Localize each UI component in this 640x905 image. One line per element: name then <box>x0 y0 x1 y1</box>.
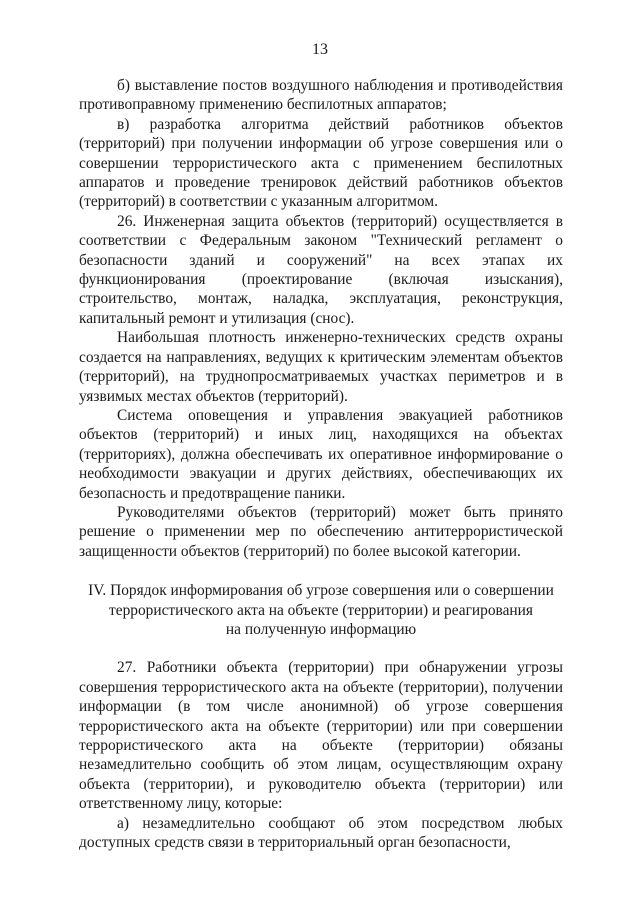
page-number: 13 <box>312 41 328 58</box>
section-heading <box>79 581 563 639</box>
section-heading-line-2: террористического акта на объекте (территории) и реагирования <box>109 601 533 619</box>
paragraph-27: 27. Работники объекта (территории) при обнаружении угрозы совершения террористического акта на объекте (территории), получении информации (в том числе анонимной) об угрозе совершения террористического акта на объекте (территории) или при совершении террористического акта на объекте (территории) обязаны незамедлительно сообщить об этом лицам, осуществляющим охрану объекта (территории), и руководителю объекта (территории) или ответственному лицу, которые: <box>79 659 563 813</box>
paragraph-26: 26. Инженерная защита объектов (территорий) осуществляется в соответствии с Федеральным законом "Технический регламент о безопасности зданий и сооружений" на всех этапах их функционирования (проектирование (включая изыскания), строительство, монтаж, наладка, эксплуатация, реконструкция, капитальный ремонт и утилизация (снос). <box>79 212 563 327</box>
section-heading-line-1: IV. Порядок информирования об угрозе совершения или о совершении <box>88 582 554 600</box>
section-heading-line-3: на полученную информацию <box>225 620 417 638</box>
paragraph-item-a: а) незамедлительно сообщают об этом посредством любых доступных средств связи в территориальный орган безопасности, <box>79 814 563 852</box>
paragraph-density: Наибольшая плотность инженерно-технических средств охраны создается на направлениях, ведущих к критическим элементам объектов (территорий), на труднопросматриваемых участках периметров и в уязвимых местах объектов (территорий). <box>79 329 563 405</box>
paragraph-notification-system: Система оповещения и управления эвакуацией работников объектов (территорий) и иных лиц, находящихся на объектах (территориях), должна обеспечивать их оперативное информирование о необходимости эвакуации и других действиях, обеспечивающих их безопасность и предотвращение паники. <box>79 406 563 502</box>
paragraph-item-v: в) разработка алгоритма действий работников объектов (территорий) при получении информации об угрозе совершения или о совершении террористического акта с применением беспилотных аппаратов и проведение тренировок действий работников объектов (территорий) в соответствии с указанным алгоритмом. <box>79 115 563 211</box>
paragraph-higher-category: Руководителями объектов (территорий) может быть принято решение о применении мер по обеспечению антитеррористической защищенности объектов (территорий) по более высокой категории. <box>79 503 563 560</box>
paragraph-item-b: б) выставление постов воздушного наблюдения и противодействия противоправному применению беспилотных аппаратов; <box>79 77 563 114</box>
document-body <box>79 76 563 852</box>
